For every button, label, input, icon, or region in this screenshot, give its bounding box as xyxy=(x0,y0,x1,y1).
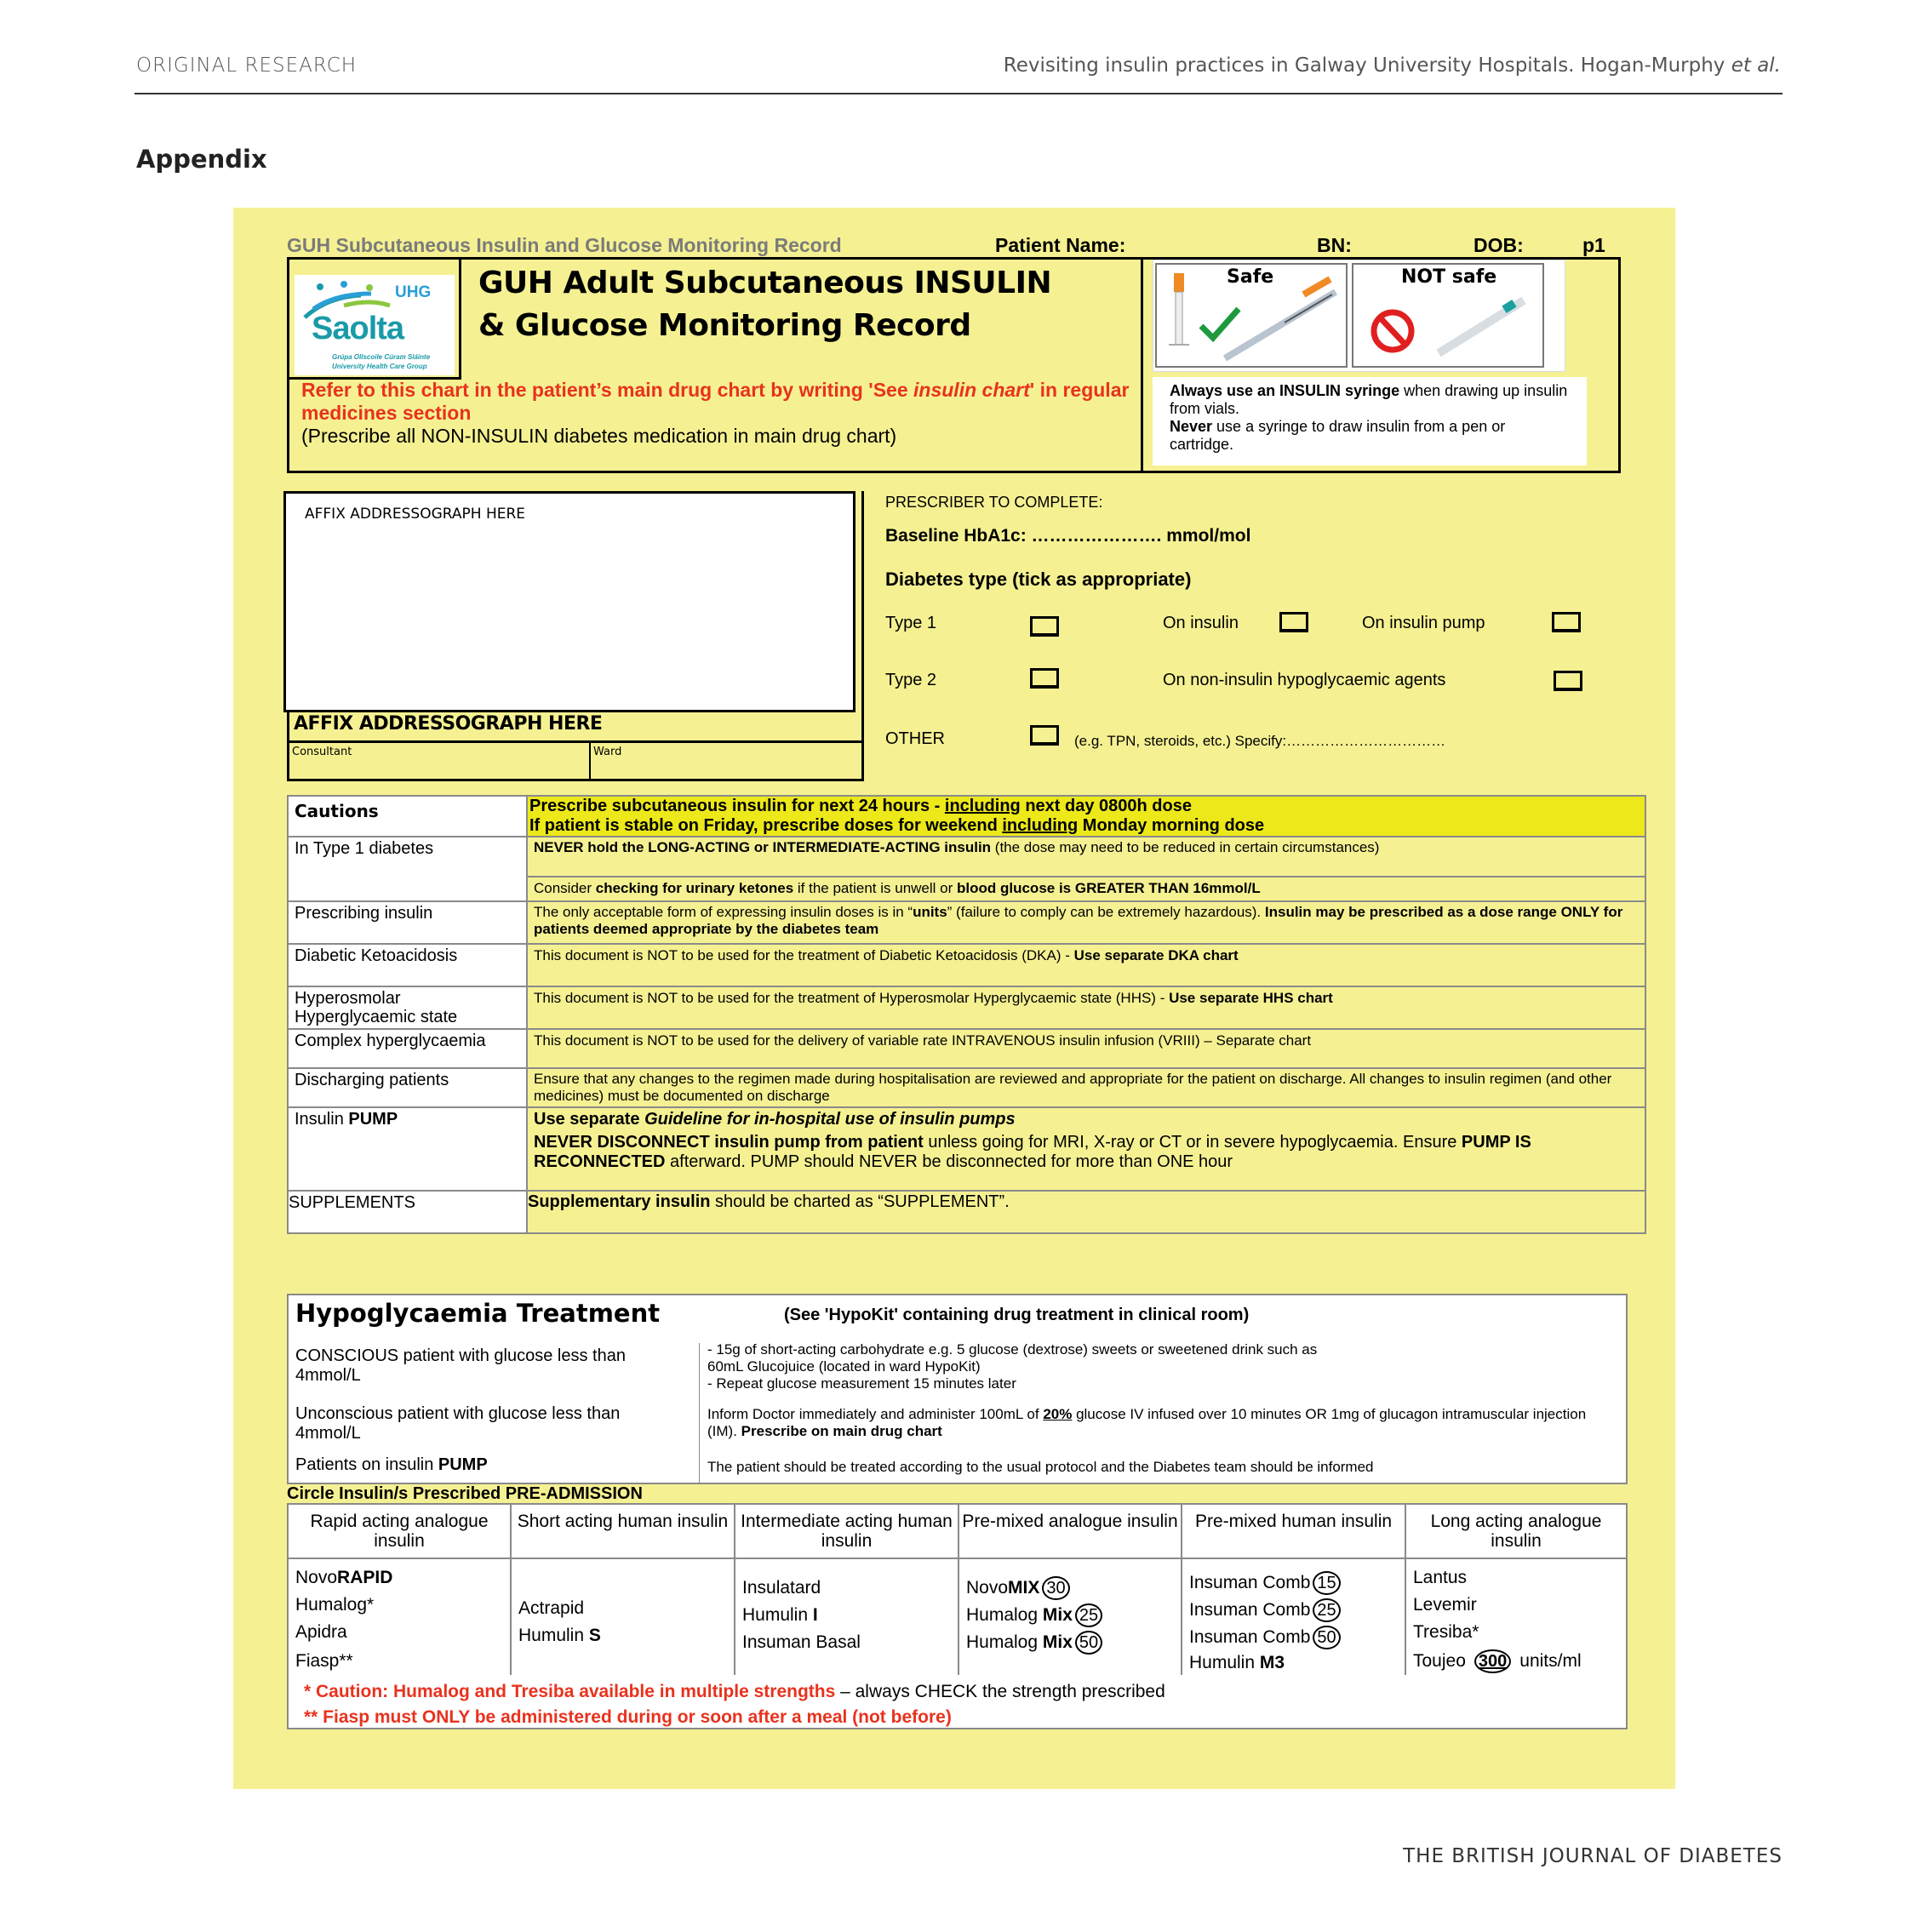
circled-strength: 30 xyxy=(1042,1576,1069,1600)
caution-key-bold: PUMP xyxy=(348,1110,398,1129)
caution-value xyxy=(527,1107,1645,1191)
caution-bold: Use separate xyxy=(534,1110,645,1129)
caution-text: unless going for MRI, X-ray or CT or in severe hypoglycaemia. Ensure xyxy=(923,1133,1462,1152)
insulin-option[interactable]: Actrapid xyxy=(518,1598,585,1618)
insulin-option[interactable]: Insuman Basal xyxy=(742,1632,861,1652)
logo-subtitle-irish: Grúpa Ollscoile Cúram Sláinte xyxy=(332,353,431,361)
insulin-column-rapid xyxy=(289,1505,512,1675)
insulin-option[interactable]: Insulatard xyxy=(742,1578,821,1598)
running-title-text: Revisiting insulin practices in Galway University Hospitals. Hogan-Murphy xyxy=(1003,54,1731,77)
caution-red-text: * Caution: Humalog and Tresiba available in multiple strengths xyxy=(304,1682,836,1701)
insulin-name-bold: Mix xyxy=(1042,1605,1073,1625)
caution-value xyxy=(527,944,1645,986)
refer-red-part1: Refer to this chart in the patient’s main drug chart by writing xyxy=(301,379,869,401)
caution-bold: Use separate DKA chart xyxy=(1073,947,1239,963)
on-insulin-pump-label: On insulin pump xyxy=(1362,614,1485,632)
caution-text: Consider xyxy=(534,880,596,896)
not-safe-syringe-panel xyxy=(1352,263,1544,368)
insulin-option[interactable] xyxy=(518,1626,601,1646)
hypo-label-unconscious: Unconscious patient with glucose less than 4mmol/L xyxy=(295,1404,621,1443)
hypo-column-divider xyxy=(699,1343,700,1484)
hypoglycaemia-treatment-box xyxy=(287,1294,1628,1484)
insulin-option[interactable] xyxy=(1189,1626,1341,1649)
caution-row-supplements xyxy=(288,1191,1645,1233)
insulin-option[interactable] xyxy=(966,1603,1102,1627)
insulin-name-bold: MIX xyxy=(1008,1578,1040,1598)
caution-text: afterward. PUMP should NEVER be disconnected for more than ONE hour xyxy=(665,1152,1233,1171)
saolta-logo xyxy=(295,275,455,375)
insulin-name: Novo xyxy=(295,1568,338,1587)
safe-label: Safe xyxy=(1227,266,1274,288)
circled-strength: 25 xyxy=(1075,1603,1102,1627)
banner-line1-b: next day 0800h dose xyxy=(1020,797,1192,815)
insulin-name-bold: RAPID xyxy=(337,1568,393,1587)
bn-label: BN: xyxy=(1317,234,1352,256)
circled-strength: 25 xyxy=(1313,1598,1340,1622)
caution-rest-text: – always CHECK the strength prescribed xyxy=(835,1682,1165,1701)
hypo-label-conscious: CONSCIOUS patient with glucose less than 4mmol/L xyxy=(295,1346,626,1385)
hypo-action-pump: The patient should be treated according to the usual protocol and the Diabetes team should be informed xyxy=(707,1459,1374,1475)
insulin-column-short xyxy=(512,1505,735,1675)
header-rule xyxy=(134,93,1783,94)
refer-text-black: (Prescribe all NON-INSULIN diabetes medication in main drug chart) xyxy=(301,425,897,447)
insulin-option[interactable]: Humalog* xyxy=(295,1595,375,1615)
insulin-option[interactable] xyxy=(1189,1653,1285,1673)
hypo-line: - Repeat glucose measurement 15 minutes later xyxy=(707,1375,1016,1392)
form-title-box xyxy=(287,257,1621,473)
insulin-column-header: Long acting analogue insulin xyxy=(1406,1505,1626,1559)
form-title xyxy=(478,262,1051,347)
insulin-option[interactable] xyxy=(1413,1649,1582,1673)
hypo-text: Inform Doctor immediately and administer 100mL of xyxy=(707,1406,1044,1422)
running-title-etal: et al. xyxy=(1731,54,1781,77)
logo-subtitle-english: University Health Care Group xyxy=(332,363,427,370)
caution-text: should be charted as “SUPPLEMENT”. xyxy=(710,1192,1010,1211)
caution-value xyxy=(527,986,1645,1029)
form-header-row xyxy=(287,234,1679,256)
refer-text-red xyxy=(301,379,1129,424)
insulin-option[interactable] xyxy=(1189,1571,1341,1595)
advice-1-text: when drawing up insulin from vials. xyxy=(1170,382,1568,417)
diabetes-type-heading: Diabetes type (tick as appropriate) xyxy=(885,569,1192,590)
hypo-label-text: Patients on insulin xyxy=(295,1455,438,1474)
insulin-name-bold: Mix xyxy=(1042,1632,1073,1652)
caution-key: Discharging patients xyxy=(288,1068,527,1107)
advice-2-text: use a syringe to draw insulin from a pen or cartridge. xyxy=(1170,418,1506,453)
caution-value: This document is NOT to be used for the delivery of variable rate INTRAVENOUS insulin infusion (VRIII) – Separate chart xyxy=(527,1029,1645,1068)
not-safe-label: NOT safe xyxy=(1401,266,1497,288)
caution-key: In Type 1 diabetes xyxy=(288,837,527,901)
ward-field[interactable]: Ward xyxy=(593,746,622,758)
banner-line1-underline: including xyxy=(944,797,1021,815)
caution-text: The only acceptable form of expressing insulin doses is in “ xyxy=(534,904,913,920)
insulin-name-bold: M3 xyxy=(1259,1653,1285,1672)
refer-red-see: 'See xyxy=(868,379,914,401)
other-checkbox[interactable] xyxy=(1030,725,1059,746)
insulin-column-intermediate xyxy=(735,1505,959,1675)
insulin-name: Novo xyxy=(966,1578,1009,1598)
insulin-option[interactable] xyxy=(966,1631,1102,1655)
logo-name: Saolta xyxy=(312,311,404,346)
caution-row-complex xyxy=(288,1029,1645,1068)
journal-section-label: ORIGINAL RESEARCH xyxy=(136,54,358,77)
cautions-title: Cautions xyxy=(288,796,527,837)
record-label: GUH Subcutaneous Insulin and Glucose Monitoring Record xyxy=(287,234,842,256)
hypo-label-pump xyxy=(295,1455,687,1475)
insulin-name-bold: S xyxy=(588,1626,601,1645)
consultant-ward-divider xyxy=(589,743,591,781)
banner-line2-underline: including xyxy=(1002,816,1079,835)
type1-checkbox[interactable] xyxy=(1030,616,1059,637)
pump-guideline-reference: Guideline for in-hospital use of insulin pumps xyxy=(644,1110,1016,1129)
insulin-name: Humulin xyxy=(742,1605,813,1625)
banner-line1-a: Prescribe subcutaneous insulin for next 24 hours - xyxy=(529,797,945,815)
caution-row-type1 xyxy=(288,837,1645,877)
prescriber-section xyxy=(885,494,1634,783)
hypo-line: 60mL Glucojuice (located in ward HypoKit) xyxy=(707,1358,981,1375)
caution-row-dka xyxy=(288,944,1645,986)
hypo-title: Hypoglycaemia Treatment xyxy=(295,1299,661,1328)
banner-line2-b: Monday morning dose xyxy=(1078,816,1265,835)
refer-red-part2: ' in regular medicines section xyxy=(301,379,1130,424)
insulin-option[interactable]: Lantus xyxy=(1413,1568,1468,1587)
caution-bold: Supplementary insulin xyxy=(528,1192,711,1211)
insulin-column-header: Pre-mixed human insulin xyxy=(1182,1505,1405,1559)
caution-bold: Use separate HHS chart xyxy=(1169,990,1333,1006)
insulin-option[interactable] xyxy=(1189,1598,1341,1622)
caution-bold: NEVER hold the LONG-ACTING or INTERMEDIATE-ACTING insulin xyxy=(534,839,992,855)
hypo-action-unconscious xyxy=(707,1406,1618,1440)
fiasp-caution: ** Fiasp must ONLY be administered during or soon after a meal (not before) xyxy=(304,1707,952,1727)
insulin-column-header: Rapid acting analogue insulin xyxy=(289,1505,510,1559)
journal-footer: THE BRITISH JOURNAL OF DIABETES xyxy=(1403,1845,1783,1867)
cautions-header-row xyxy=(288,796,1645,837)
hypo-percent: 20% xyxy=(1043,1406,1073,1422)
other-specify-field[interactable]: (e.g. TPN, steroids, etc.) Specify:…………………………… xyxy=(1074,733,1446,749)
caution-value xyxy=(527,1191,1645,1233)
syringe-advice xyxy=(1153,377,1587,466)
insulin-name: Humulin xyxy=(1189,1653,1260,1672)
circled-strength: 300 xyxy=(1474,1649,1511,1673)
caution-row-prescribing xyxy=(288,901,1645,944)
circle-insulins-label: Circle Insulin/s Prescribed PRE-ADMISSION xyxy=(287,1484,643,1503)
addressograph-label: AFFIX ADDRESSOGRAPH HERE xyxy=(294,713,603,735)
hypo-bold: Prescribe on main drug chart xyxy=(741,1423,942,1439)
caution-key: Hyperosmolar Hyperglycaemic state xyxy=(288,986,527,1029)
caution-key: Complex hyperglycaemia xyxy=(288,1029,527,1068)
insulin-option[interactable] xyxy=(295,1568,392,1588)
insulin-option[interactable]: Apidra xyxy=(295,1622,347,1642)
hypo-label-bold: PUMP xyxy=(438,1455,488,1474)
other-label: OTHER xyxy=(885,729,945,748)
insulin-name: Humulin xyxy=(518,1626,589,1645)
caution-bold: checking for urinary ketones xyxy=(595,880,794,896)
consultant-ward-row xyxy=(287,740,864,781)
insulin-option[interactable]: Fiasp** xyxy=(295,1651,353,1671)
cautions-table xyxy=(287,795,1646,1234)
caution-bold: PUMP IS RECONNECTED xyxy=(534,1133,1531,1171)
caution-bold: NEVER DISCONNECT insulin pump from patient xyxy=(534,1133,924,1152)
caution-text: This document is NOT to be used for the treatment of Hyperosmolar Hyperglycaemic state (HHS) - xyxy=(534,990,1170,1006)
hypo-line: - 15g of short-acting carbohydrate e.g. 5 glucose (dextrose) sweets or sweetened drink such as xyxy=(707,1341,1318,1358)
addressograph-box-label: AFFIX ADDRESSOGRAPH HERE xyxy=(305,506,526,523)
circled-strength: 50 xyxy=(1075,1631,1102,1655)
hypo-subtitle: (See 'HypoKit' containing drug treatment in clinical room) xyxy=(784,1306,1250,1324)
caution-text: if the patient is unwell or xyxy=(793,880,957,896)
insulin-name: Humalog xyxy=(966,1605,1043,1625)
page-number: p1 xyxy=(1582,234,1605,256)
circled-strength: 50 xyxy=(1313,1626,1340,1649)
caution-text: ” (failure to comply can be extremely hazardous). xyxy=(947,904,1265,920)
caution-bold: units xyxy=(913,904,947,920)
caution-key: SUPPLEMENTS xyxy=(288,1191,527,1233)
insulin-column-header: Pre-mixed analogue insulin xyxy=(959,1505,1181,1559)
advice-1-bold: Always use an INSULIN syringe xyxy=(1170,382,1400,399)
caution-text: (the dose may need to be reduced in certain circumstances) xyxy=(991,839,1380,855)
insulin-option[interactable] xyxy=(742,1605,818,1626)
running-title xyxy=(1004,54,1781,77)
on-non-insulin-checkbox[interactable] xyxy=(1554,671,1582,691)
caution-key-text: Insulin xyxy=(295,1110,349,1129)
banner-line2-a: If patient is stable on Friday, prescribe doses for weekend xyxy=(529,816,1003,835)
insulin-column-premixed-human xyxy=(1182,1505,1406,1675)
safe-syringe-panel xyxy=(1155,263,1348,368)
baseline-hba1c-field[interactable]: Baseline HbA1c: …………………. mmol/mol xyxy=(885,526,1251,546)
insulin-option[interactable]: Levemir xyxy=(1413,1595,1477,1615)
insulin-name: Toujeo xyxy=(1413,1651,1466,1671)
caution-bold: blood glucose is GREATER THAN 16mmol/L xyxy=(957,880,1261,896)
hypo-text: glucose IV infused over 10 minutes OR 1mg of glucagon intramuscular injection (IM). xyxy=(707,1406,1587,1439)
patient-name-label: Patient Name: xyxy=(995,234,1126,256)
logo-box xyxy=(289,260,461,380)
caution-bold: Insulin may be prescribed as a dose range ONLY for patients deemed appropriate by the diabetes team xyxy=(534,904,1623,937)
refer-red-insulin-chart: insulin chart xyxy=(913,379,1030,401)
insulin-column-header: Short acting human insulin xyxy=(512,1505,734,1559)
insulin-option[interactable]: Tresiba* xyxy=(1413,1622,1479,1642)
caution-value: Ensure that any changes to the regimen made during hospitalisation are reviewed and appropriate for the patient on discharge. All changes to insulin regimen (and other medicines) must be documented on discharge xyxy=(527,1068,1645,1107)
insulin-name: Insuman Comb xyxy=(1189,1600,1311,1620)
strength-unit: units/ml xyxy=(1519,1651,1582,1671)
insulin-name-bold: I xyxy=(812,1605,818,1625)
insulin-name: Humalog xyxy=(966,1632,1043,1652)
on-insulin-checkbox[interactable] xyxy=(1279,612,1308,632)
caution-text: This document is NOT to be used for the treatment of Diabetic Ketoacidosis (DKA) - xyxy=(534,947,1074,963)
advice-2-bold: Never xyxy=(1170,418,1213,435)
dob-label: DOB: xyxy=(1474,234,1524,256)
insulin-option[interactable] xyxy=(966,1576,1070,1600)
form-title-line2: & Glucose Monitoring Record xyxy=(478,308,971,343)
caution-key xyxy=(288,1107,527,1191)
syringe-illustrations xyxy=(1153,260,1565,372)
type1-label: Type 1 xyxy=(885,614,937,632)
caution-row-hhs xyxy=(288,986,1645,1029)
caution-row-pump xyxy=(288,1107,1645,1191)
insulin-column-header: Intermediate acting human insulin xyxy=(735,1505,958,1559)
caution-key: Diabetic Ketoacidosis xyxy=(288,944,527,986)
logo-uhg: UHG xyxy=(395,283,432,301)
hypo-action-conscious xyxy=(707,1341,1618,1392)
on-insulin-pump-checkbox[interactable] xyxy=(1552,612,1581,632)
caution-value xyxy=(527,837,1645,877)
prescriber-heading: PRESCRIBER TO COMPLETE: xyxy=(885,494,1103,511)
caution-value xyxy=(527,901,1645,944)
cautions-prescribe-banner xyxy=(527,796,1645,837)
refer-instruction xyxy=(301,379,1144,448)
humalog-tresiba-caution xyxy=(304,1682,1165,1702)
on-non-insulin-label: On non-insulin hypoglycaemic agents xyxy=(1163,671,1446,689)
consultant-field[interactable]: Consultant xyxy=(292,746,352,758)
insulin-name: Insuman Comb xyxy=(1189,1573,1311,1592)
appendix-heading: Appendix xyxy=(136,145,267,174)
insulin-name: Insuman Comb xyxy=(1189,1627,1311,1647)
caution-key: Prescribing insulin xyxy=(288,901,527,944)
form-title-line1: GUH Adult Subcutaneous INSULIN xyxy=(478,266,1052,300)
caution-value xyxy=(527,877,1645,901)
type2-label: Type 2 xyxy=(885,671,937,689)
type2-checkbox[interactable] xyxy=(1030,668,1059,689)
on-insulin-label: On insulin xyxy=(1163,614,1239,632)
title-box-divider xyxy=(1141,260,1143,471)
insulin-column-long-acting xyxy=(1406,1505,1626,1675)
pre-admission-insulins-table xyxy=(287,1503,1628,1729)
insulin-column-premixed-analogue xyxy=(959,1505,1182,1675)
caution-row-discharging xyxy=(288,1068,1645,1107)
addressograph-box[interactable] xyxy=(283,491,855,712)
circled-strength: 15 xyxy=(1313,1571,1340,1595)
